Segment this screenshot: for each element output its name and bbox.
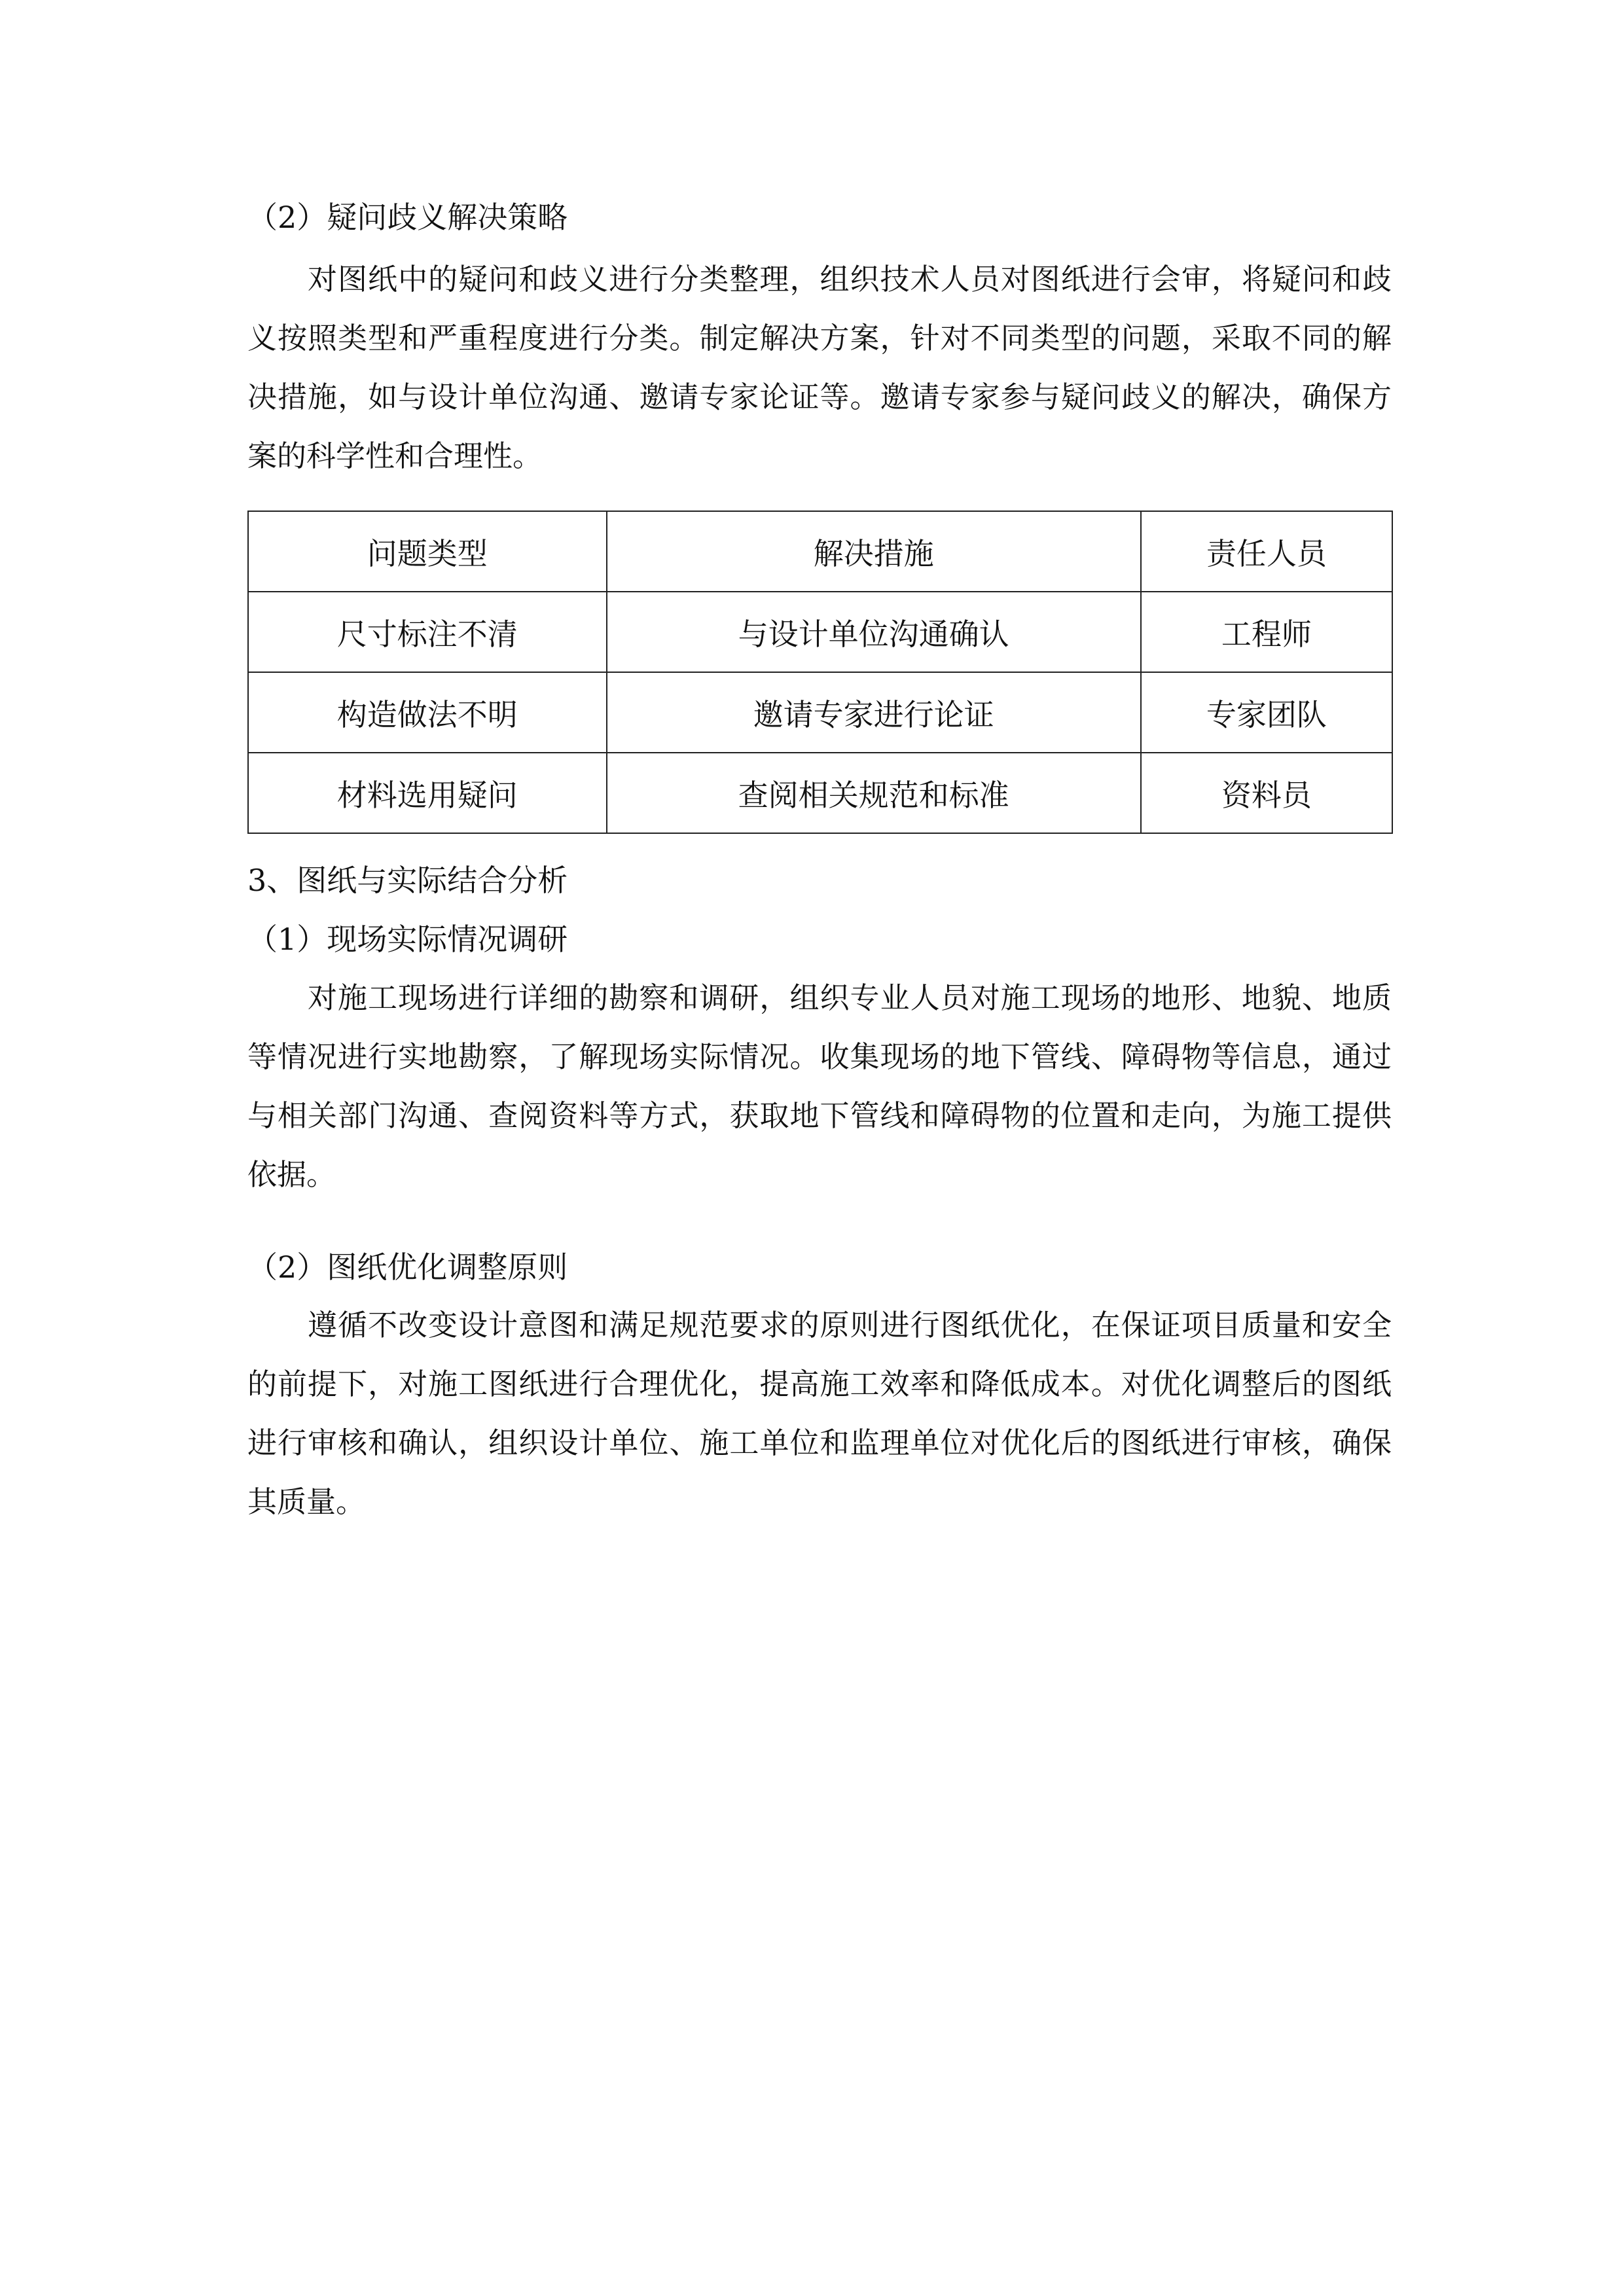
issues-table [247,511,1393,834]
subsection-heading-optimization: （2）图纸优化调整原则 [247,1249,568,1285]
table-header-measures: 解决措施 [607,511,1141,592]
table-header-row [248,511,1392,592]
table-cell: 资料员 [1141,753,1392,833]
table-cell: 材料选用疑问 [248,753,607,833]
section-heading-doubt-resolution: （2）疑问歧义解决策略 [247,200,568,235]
table-header-issue-type: 问题类型 [248,511,607,592]
table-row [248,672,1392,753]
table-cell: 邀请专家进行论证 [607,672,1141,753]
paragraph-site-survey: 对施工现场进行详细的勘察和调研，组织专业人员对施工现场的地形、地貌、地质等情况进行实地勘察，了解现场实际情况。收集现场的地下管线、障碍物等信息，通过与相关部门沟通、查阅资料等方式，获取地下管线和障碍物的位置和走向，为施工提供依据。 [247,980,1392,1192]
table-cell: 专家团队 [1141,672,1392,753]
table-cell: 尺寸标注不清 [248,592,607,672]
paragraph-doubt-resolution: 对图纸中的疑问和歧义进行分类整理，组织技术人员对图纸进行会审，将疑问和歧义按照类型和严重程度进行分类。制定解决方案，针对不同类型的问题，采取不同的解决措施，如与设计单位沟通、邀请专家论证等。邀请专家参与疑问歧义的解决，确保方案的科学性和合理性。 [247,262,1392,473]
table-row [248,753,1392,833]
table-cell: 工程师 [1141,592,1392,672]
paragraph-optimization: 遵循不改变设计意图和满足规范要求的原则进行图纸优化，在保证项目质量和安全的前提下，对施工图纸进行合理优化，提高施工效率和降低成本。对优化调整后的图纸进行审核和确认，组织设计单位、施工单位和监理单位对优化后的图纸进行审核，确保其质量。 [247,1308,1392,1519]
section-heading-drawing-analysis: 3、图纸与实际结合分析 [247,863,568,898]
table-cell: 构造做法不明 [248,672,607,753]
table-cell: 与设计单位沟通确认 [607,592,1141,672]
table-cell: 查阅相关规范和标准 [607,753,1141,833]
table-row [248,592,1392,672]
table-header-responsible: 责任人员 [1141,511,1392,592]
subsection-heading-site-survey: （1）现场实际情况调研 [247,922,568,957]
